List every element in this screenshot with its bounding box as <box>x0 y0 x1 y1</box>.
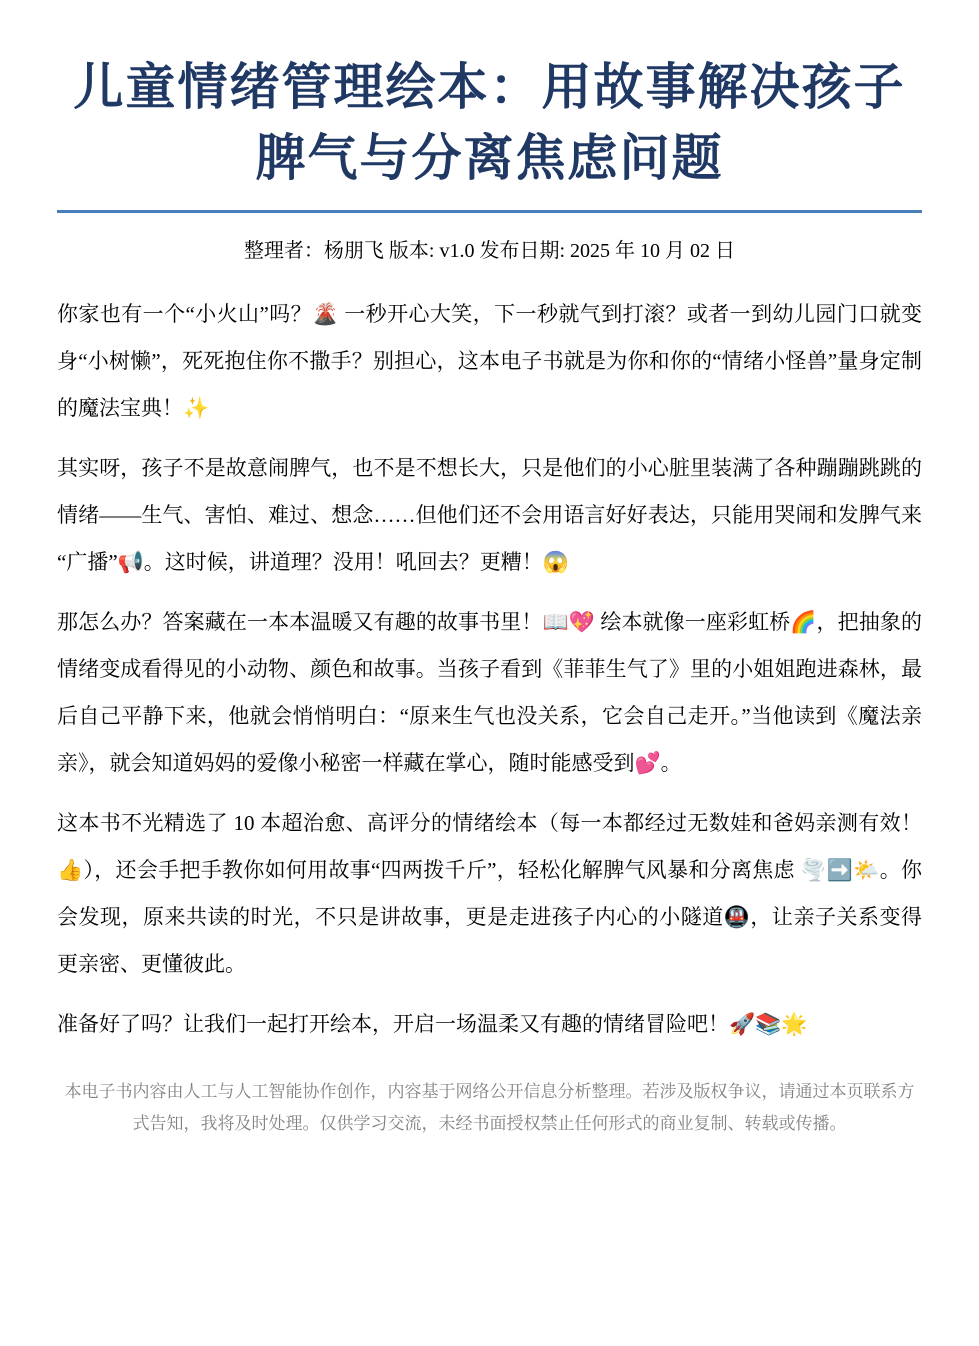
byline: 整理者：杨朋飞 版本: v1.0 发布日期: 2025 年 10 月 02 日 <box>243 240 736 262</box>
paragraph-why-tantrums: 其实呀，孩子不是故意闹脾气，也不是不想长大，只是他们的小心脏里装满了各种蹦蹦跳跳的情绪——生气、害怕、难过、想念……但他们还不会用语言好好表达，只能用哭闹和发脾气来“广播”📢。这时候，讲道理？没用！吼回去？更糟！😱 <box>57 456 922 574</box>
paragraph-intro-volcano: 你家也有一个“小火山”吗？🌋 一秒开心大笑，下一秒就气到打滚？或者一到幼儿园门口就变身“小树懒”，死死抱住你不撒手？别担心，这本电子书就是为你和你的“情绪小怪兽”量身定制的魔法宝典！✨ <box>57 302 922 420</box>
page-title: 儿童情绪管理绘本：用故事解决孩子脾气与分离焦虑问题 <box>73 59 906 186</box>
paragraph-storybook-solution: 那怎么办？答案藏在一本本温暖又有趣的故事书里！📖💖 绘本就像一座彩虹桥🌈，把抽象的情绪变成看得见的小动物、颜色和故事。当孩子看到《菲菲生气了》里的小姐姐跑进森林，最后自己平静下来，他就会悄悄明白：“原来生气也没关系，它会自己走开。”当他读到《魔法亲亲》，就会知道妈妈的爱像小秘密一样藏在掌心，随时能感受到💕。 <box>57 610 922 775</box>
paragraph-book-selection: 这本书不光精选了 10 本超治愈、高评分的情绪绘本（每一本都经过无数娃和爸妈亲测有效！👍），还会手把手教你如何用故事“四两拨千斤”，轻松化解脾气风暴和分离焦虑 🌪️➡️🌤️。你会发现，原来共读的时光，不只是讲故事，更是走进孩子内心的小隧道🚇，让亲子关系变得更亲密、更懂彼此。 <box>57 811 922 976</box>
disclaimer-footer: 本电子书内容由人工与人工智能协作创作，内容基于网络公开信息分析整理。若涉及版权争议，请通过本页联系方式告知，我将及时处理。仅供学习交流，未经书面授权禁止任何形式的商业复制、转载或传播。 <box>64 1082 915 1133</box>
paragraph-call-to-action: 准备好了吗？让我们一起打开绘本，开启一场温柔又有趣的情绪冒险吧！🚀📚🌟 <box>57 1012 808 1036</box>
title-divider <box>57 210 922 213</box>
